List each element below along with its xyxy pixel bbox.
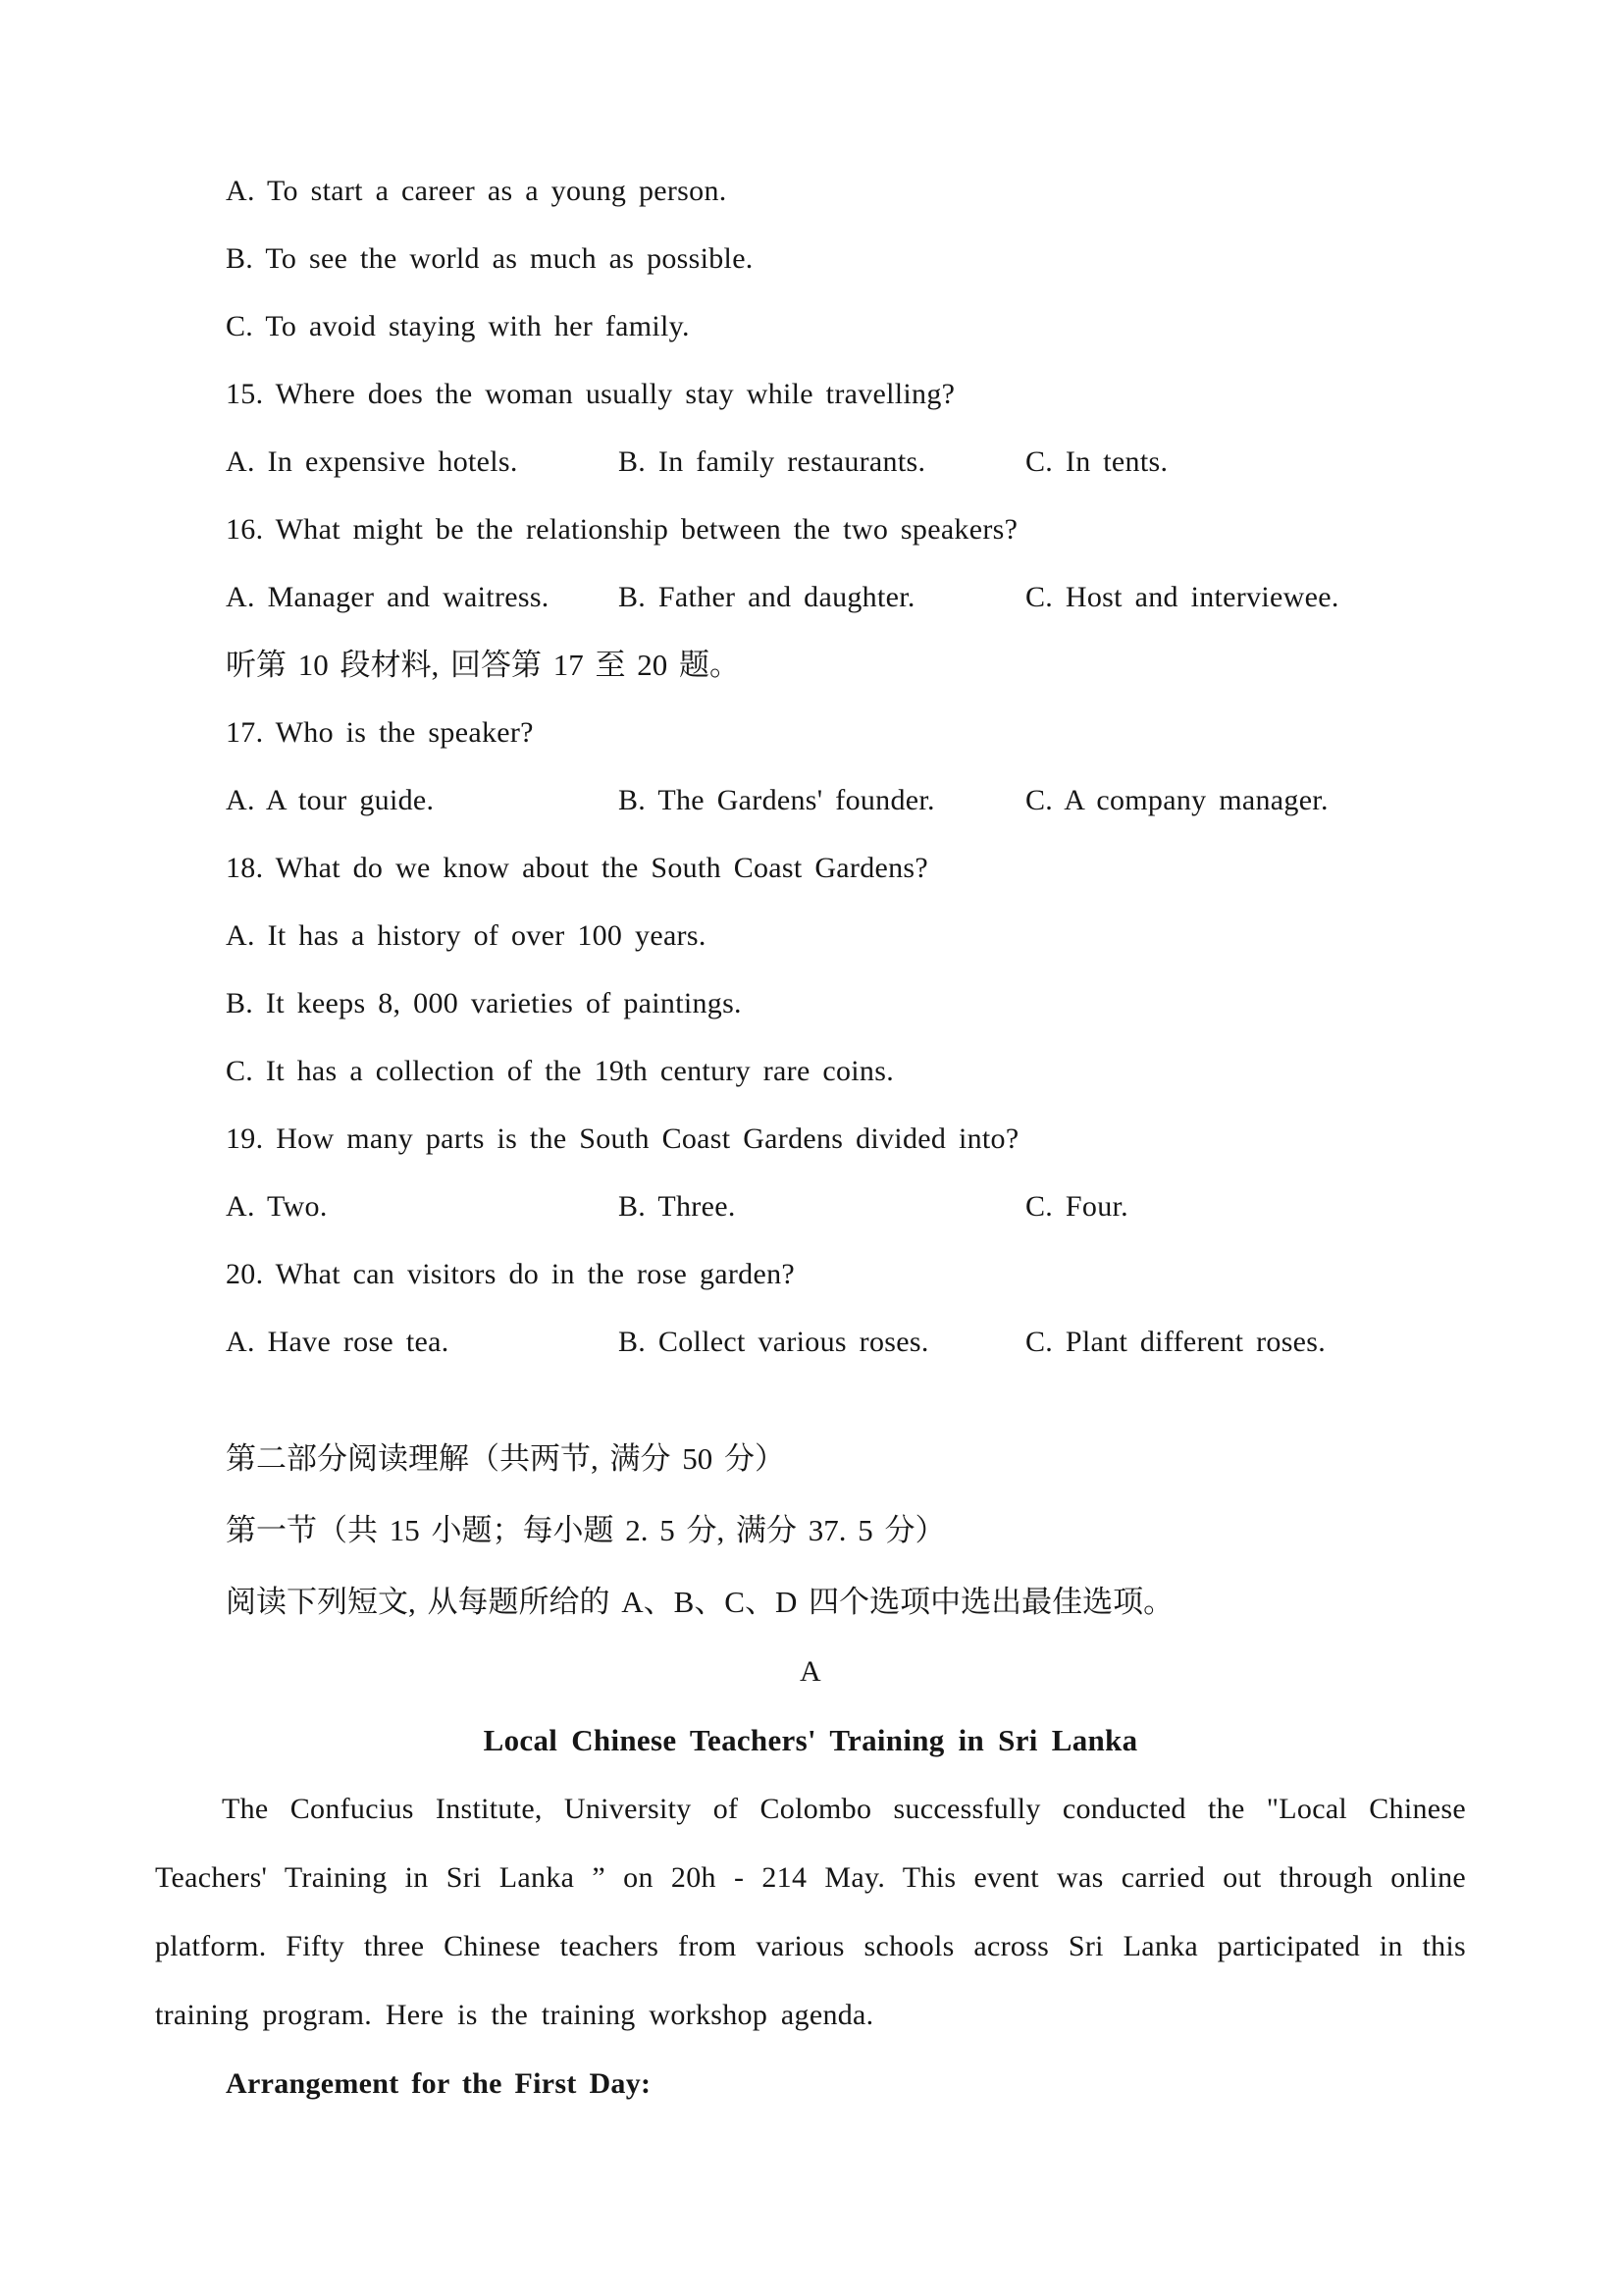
q18-option-b-line: B. It keeps 8, 000 varieties of paintings. [226, 987, 742, 1019]
listening-material-note-line: 听第 10 段材料, 回答第 17 至 20 题。 [226, 648, 740, 682]
q18-option-a-line: A. It has a history of over 100 years. [226, 919, 706, 952]
q17-option-c: C. A company manager. [1025, 784, 1329, 816]
q19-option-c: C. Four. [1025, 1190, 1128, 1223]
passage-label: A [800, 1655, 821, 1688]
q16-option-a: A. Manager and waitress. [226, 581, 549, 613]
q20-option-a: A. Have rose tea. [226, 1326, 449, 1358]
q15-options-row [226, 428, 1503, 496]
q20-option-c: C. Plant different roses. [1025, 1326, 1327, 1358]
q15-option-c: C. In tents. [1025, 445, 1169, 478]
q15-option-b: B. In family restaurants. [618, 445, 926, 478]
reading-instructions-line: 阅读下列短文, 从每题所给的 A、B、C、D 四个选项中选出最佳选项。 [226, 1585, 1175, 1619]
q16-option-b: B. Father and daughter. [618, 581, 915, 613]
reading-section-header-line: 第一节（共 15 小题；每小题 2. 5 分, 满分 37. 5 分） [226, 1513, 946, 1547]
q14-option-c-line: C. To avoid staying with her family. [226, 310, 690, 342]
reading-part-header-line: 第二部分阅读理解（共两节, 满分 50 分） [226, 1441, 785, 1476]
q19-option-a: A. Two. [226, 1190, 328, 1223]
reading-section [0, 1423, 1621, 2118]
q14-option-b-line: B. To see the world as much as possible. [226, 242, 754, 275]
q19-option-b: B. Three. [618, 1190, 736, 1223]
q20-option-b: B. Collect various roses. [618, 1326, 929, 1358]
q20-options-row [226, 1308, 1503, 1376]
q16-option-c: C. Host and interviewee. [1025, 581, 1339, 613]
q18-question-line: 18. What do we know about the South Coast Gardens? [226, 852, 929, 884]
passage-line-3: platform. Fifty three Chinese teachers from various schools across Sri Lanka participated in this [155, 1930, 1466, 1962]
arrangement-heading: Arrangement for the First Day: [226, 2067, 652, 2100]
q19-options-row [226, 1173, 1503, 1240]
q15-question-line: 15. Where does the woman usually stay while travelling? [226, 378, 956, 410]
q17-option-b: B. The Gardens' founder. [618, 784, 935, 816]
q16-options-row [226, 563, 1503, 631]
section-gap [0, 1376, 1621, 1423]
q20-question-line: 20. What can visitors do in the rose garden? [226, 1258, 796, 1290]
q17-question-line: 17. Who is the speaker? [226, 716, 534, 749]
passage-title: Local Chinese Teachers' Training in Sri Lanka [483, 1723, 1138, 1757]
q16-question-line: 16. What might be the relationship between the two speakers? [226, 513, 1019, 546]
q15-option-a: A. In expensive hotels. [226, 445, 518, 478]
passage-line-2: Teachers' Training in Sri Lanka ” on 20h - 214 May. This event was carried out through online [155, 1861, 1466, 1894]
q17-options-row [226, 766, 1503, 834]
q14-option-a-line: A. To start a career as a young person. [226, 175, 727, 207]
passage-line-4: training program. Here is the training workshop agenda. [155, 1999, 874, 2031]
q19-question-line: 19. How many parts is the South Coast Gardens divided into? [226, 1122, 1020, 1155]
passage-line-1: The Confucius Institute, University of Colombo successfully conducted the "Local Chinese [222, 1793, 1466, 1825]
q18-option-c-line: C. It has a collection of the 19th century rare coins. [226, 1055, 894, 1087]
q17-option-a: A. A tour guide. [226, 784, 435, 816]
